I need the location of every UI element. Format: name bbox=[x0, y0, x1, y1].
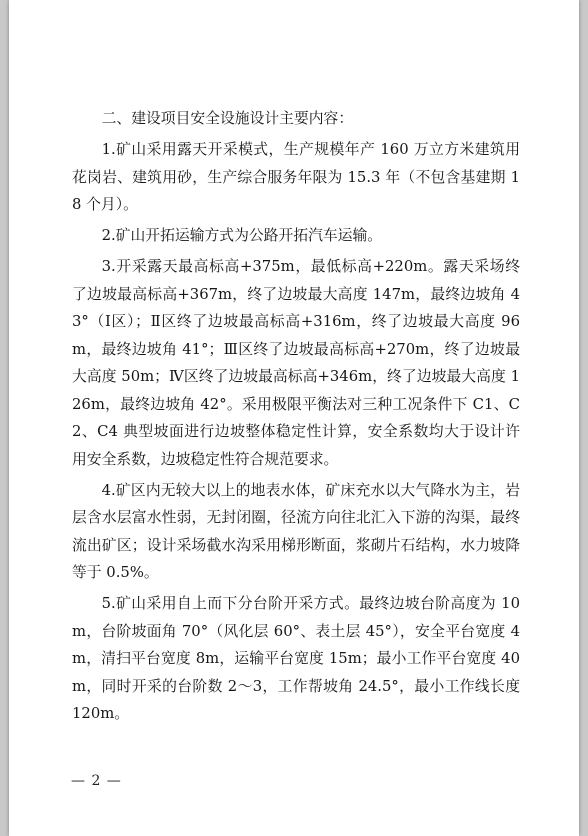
page-number: — 2 — bbox=[71, 773, 122, 789]
paragraph-5: 5.矿山采用自上而下分台阶开采方式。最终边坡台阶高度为 10m，台阶坡面角 70°（风化层 60°、表土层 45°），安全平台宽度 4m，清扫平台宽度 8m，运输平台宽度 15m；最小工作平台宽度 40m，同时开采的台阶数 2～3，工作帮坡角 24.5°，最小工作线长度 120m。 bbox=[72, 595, 520, 722]
document-page bbox=[9, 0, 579, 836]
document-body bbox=[72, 105, 520, 731]
paragraph-2: 2.矿山开拓运输方式为公路开拓汽车运输。 bbox=[101, 227, 383, 244]
paragraph-4: 4.矿区内无较大以上的地表水体，矿床充水以大气降水为主，岩层含水层富水性弱，无封闭圈，径流方向往北汇入下游的沟渠，最终流出矿区；设计采场截水沟采用梯形断面，浆砌片石结构，水力坡降等于 0.5%。 bbox=[72, 481, 520, 581]
paragraph-1: 1.矿山采用露天开采模式，生产规模年产 160 万立方米建筑用花岗岩、建筑用砂，生产综合服务年限为 15.3 年（不包含基建期 18 个月）。 bbox=[72, 141, 520, 213]
section-heading: 二、建设项目安全设施设计主要内容： bbox=[101, 110, 354, 127]
paragraph-3: 3.开采露天最高标高+375m，最低标高+220m。露天采场终了边坡最高标高+367m，终了边坡最大高度 147m，最终边坡角 43°（Ⅰ区）；Ⅱ区终了边坡最高标高+316m，终了边坡最大高度 96m，最终边坡角 41°；Ⅲ区终了边坡最高标高+270m，终了边坡最大高度 50m；Ⅳ区终了边坡最高标高+346m，终了边坡最大高度 126m，最终边坡角 42°。采用极限平衡法对三种工况条件下 C1、C2、C4 典型坡面进行边坡整体稳定性计算，安全系数均大于设计许用安全系数，边坡稳定性符合规范要求。 bbox=[72, 258, 520, 468]
